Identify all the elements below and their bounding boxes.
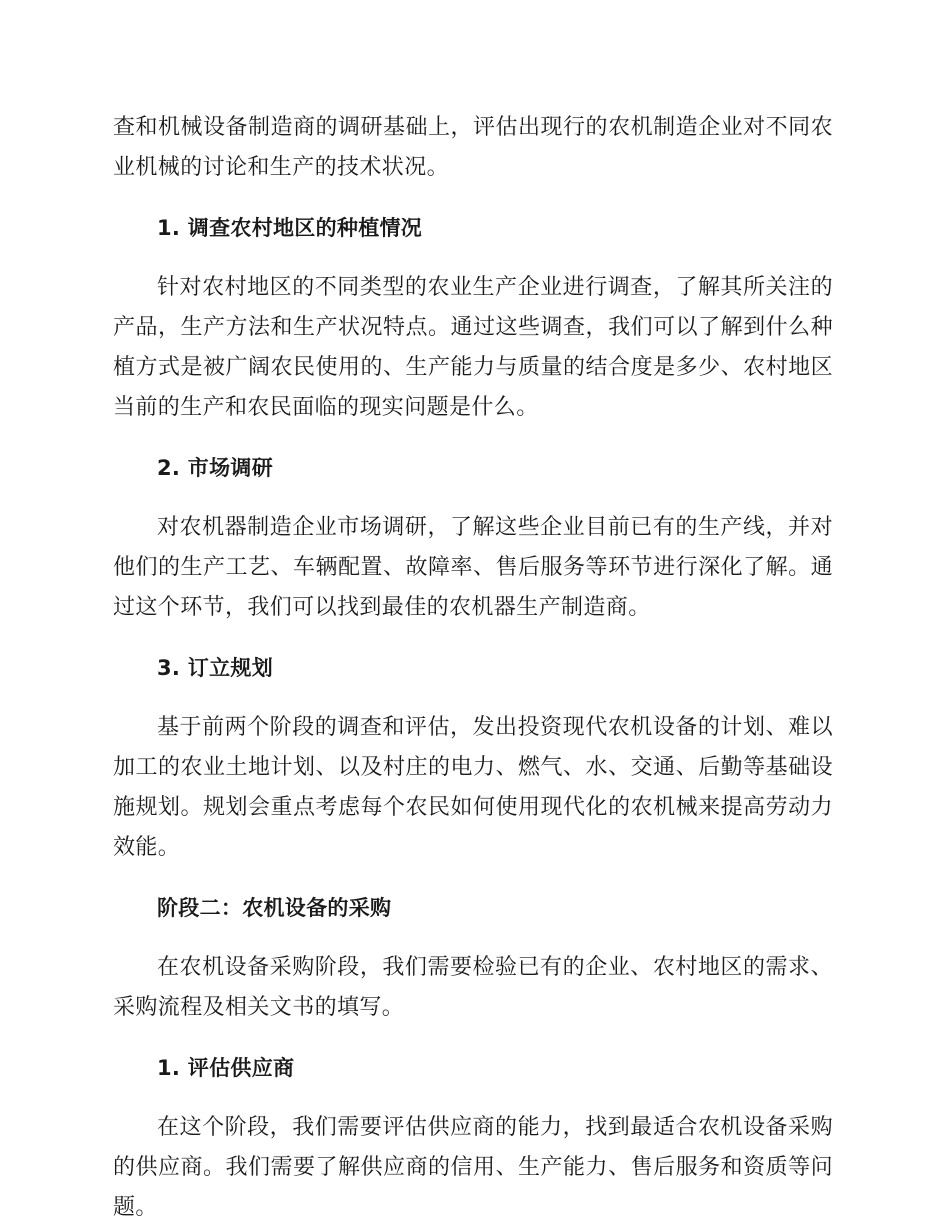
- body-paragraph: 对农机器制造企业市场调研，了解这些企业目前已有的生产线，并对他们的生产工艺、车辆配置、故障率、售后服务等环节进行深化了解。通过这个环节，我们可以找到最佳的农机器生产制造商。: [113, 515, 833, 620]
- body-paragraph: 针对农村地区的不同类型的农业生产企业进行调查，了解其所关注的产品，生产方法和生产状况特点。通过这些调查，我们可以了解到什么种植方式是被广阔农民使用的、生产能力与质量的结合度是多少、农村地区当前的生产和农民面临的现实问题是什么。: [113, 275, 833, 420]
- section-heading: 阶段二：农机设备的采购: [157, 896, 392, 920]
- section-heading: 2. 市场调研: [157, 456, 273, 480]
- section-heading: 1. 评估供应商: [157, 1056, 295, 1080]
- document-body: [113, 108, 833, 1228]
- body-paragraph: 在这个阶段，我们需要评估供应商的能力，找到最适合农机设备采购的供应商。我们需要了解供应商的信用、生产能力、售后服务和资质等问题。: [113, 1115, 833, 1220]
- section-heading: 3. 订立规划: [157, 656, 273, 680]
- body-paragraph: 在农机设备采购阶段，我们需要检验已有的企业、农村地区的需求、采购流程及相关文书的填写。: [113, 955, 833, 1020]
- section-heading: 1. 调查农村地区的种植情况: [157, 216, 423, 240]
- body-paragraph: 基于前两个阶段的调查和评估，发出投资现代农机设备的计划、难以加工的农业土地计划、以及村庄的电力、燃气、水、交通、后勤等基础设施规划。规划会重点考虑每个农民如何使用现代化的农机械来提高劳动力效能。: [113, 715, 833, 860]
- body-paragraph: 查和机械设备制造商的调研基础上，评估出现行的农机制造企业对不同农业机械的讨论和生产的技术状况。: [113, 115, 833, 180]
